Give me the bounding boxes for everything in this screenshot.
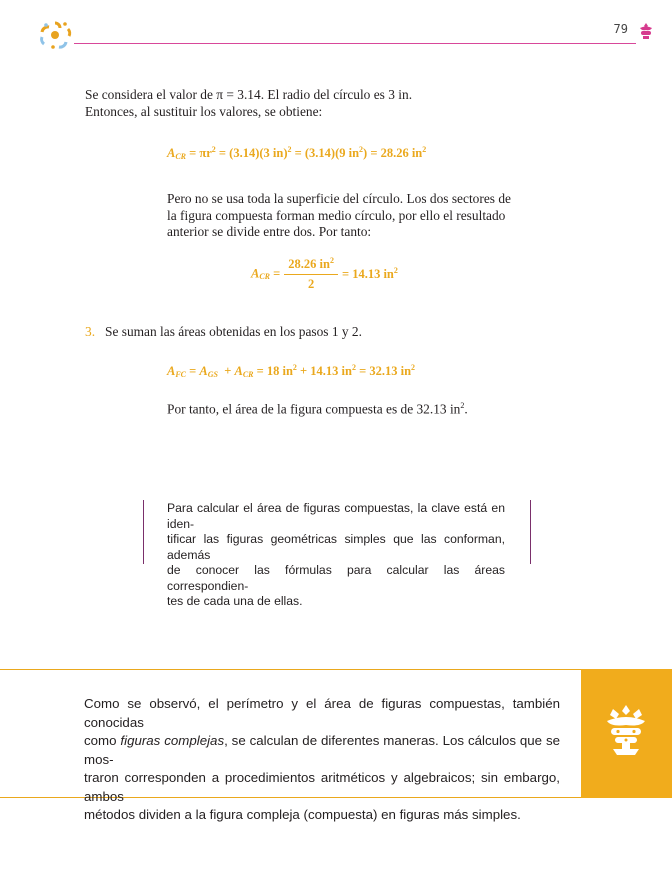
note-line-2: tificar las figuras geométricas simples que las conforman, además: [167, 532, 505, 562]
fraction: [284, 256, 338, 292]
rhs-text: = 14.13 in: [341, 267, 394, 281]
eq1-a: A: [167, 146, 176, 160]
conclusion-end: .: [464, 401, 468, 417]
eq3-a: A: [234, 364, 243, 378]
eq3-a: A: [199, 364, 208, 378]
eq1-sup: 2: [422, 145, 427, 154]
eq3-sup: 2: [292, 363, 297, 372]
eq3-part: + 14.13 in: [296, 364, 352, 378]
rhs-sup: 2: [393, 266, 398, 275]
summary-emphasis: figuras complejas: [120, 733, 225, 748]
summary-line-1: Como se observó, el perímetro y el área de figuras compuestas, también conocidas: [84, 696, 560, 730]
summary-line-4: métodos dividen a la figura compleja (compuesta) en figuras más simples.: [84, 807, 521, 822]
page-number: 79: [613, 22, 628, 36]
step-number: 3.: [85, 324, 96, 339]
eq2-sub: CR: [259, 271, 271, 281]
half-circle-paragraph: [167, 191, 511, 241]
tree-of-life-icon: [603, 705, 649, 757]
eq2-rhs: [342, 267, 398, 281]
eq3-part: = 18 in: [253, 364, 293, 378]
eq3-sup: 2: [351, 363, 356, 372]
note-left-bar: [143, 500, 144, 564]
eq3-a: A: [167, 364, 176, 378]
num-text: 28.26 in: [288, 257, 330, 271]
eq1-sup: 2: [287, 145, 292, 154]
note-right-bar: [530, 500, 531, 564]
eq1-sup: 2: [211, 145, 216, 154]
conclusion: [167, 398, 468, 418]
summary-line-3: traron corresponden a procedimientos aritméticos y algebraicos; sin embargo, ambos: [84, 770, 560, 804]
intro-line-1: Se considera el valor de π = 3.14. El radio del círculo es 3 in.: [85, 87, 413, 102]
eq3-op: =: [186, 364, 200, 378]
eq3-part: = 32.13 in: [355, 364, 412, 378]
step-3-text: Se suman las áreas obtenidas en los pasos 1 y 2.: [105, 324, 362, 339]
equation-half-circle: [251, 256, 398, 292]
equation-total-area: [167, 363, 415, 379]
num-sup: 2: [329, 256, 334, 265]
intro-paragraph: [85, 87, 412, 120]
summary-text: como: [84, 733, 121, 748]
para2-line-1: Pero no se usa toda la superficie del círculo. Los dos sectores de: [167, 191, 511, 206]
eq3-op: +: [217, 364, 235, 378]
eq2-a: A: [251, 266, 260, 281]
eq1-part: = (3.14)(9 in: [291, 146, 360, 160]
note-line-1: Para calcular el área de figuras compuestas, la clave está en iden-: [167, 501, 505, 531]
para2-line-2: la figura compuesta forman medio círculo, por ello el resultado: [167, 207, 506, 223]
eq1-sup: 2: [359, 145, 364, 154]
eq3-sup: 2: [411, 363, 416, 372]
summary-text: , se calculan de diferentes maneras. Los cálculos que se mos-: [84, 733, 560, 767]
fraction-numerator: [284, 256, 338, 275]
para2-line-3: anterior se divide entre dos. Por tanto:: [167, 224, 372, 239]
summary-paragraph: [84, 695, 560, 825]
intro-line-2: Entonces, al sustituir los valores, se obtiene:: [85, 103, 323, 119]
summary-line-2: [84, 732, 560, 769]
conclusion-text: Por tanto, el área de la figura compuesta es de 32.13 in: [167, 401, 461, 417]
note-line-4: tes de cada una de ellas.: [167, 594, 303, 608]
conclusion-sup: 2: [460, 401, 465, 410]
eq1-sub: CR: [175, 152, 187, 161]
note-line-3: de conocer las fórmulas para calcular las áreas correspondien-: [167, 563, 505, 593]
band-top-rule: [0, 669, 672, 670]
pink-emblem-icon: [638, 22, 654, 40]
eq2-eq: =: [270, 266, 281, 281]
eq1-part: = (3.14)(3 in): [215, 146, 288, 160]
eq3-sub: CR: [242, 370, 254, 379]
note-box: [167, 501, 505, 610]
fraction-denominator: 2: [307, 277, 315, 291]
eq1-part: ) = 28.26 in: [363, 146, 423, 160]
step-3: [85, 324, 95, 341]
equation-circle-area: [167, 145, 426, 161]
band-panel: [581, 669, 672, 798]
eq1-part: = πr: [186, 146, 212, 160]
eq3-sub: GS: [207, 370, 218, 379]
sun-flower-logo-icon: [38, 20, 72, 50]
header-rule: [74, 43, 636, 44]
eq3-sub: FC: [175, 370, 187, 379]
